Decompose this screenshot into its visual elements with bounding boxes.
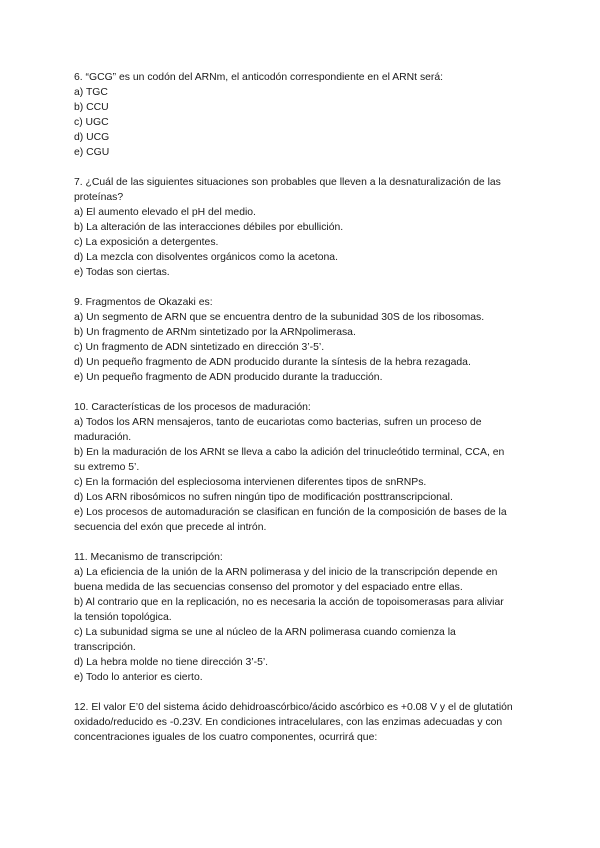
option-e: e) CGU <box>74 147 110 158</box>
option-b: b) La alteración de las interacciones débiles por ebullición. <box>74 222 344 233</box>
option-c: c) La exposición a detergentes. <box>74 237 219 248</box>
option-a: a) El aumento elevado el pH del medio. <box>74 207 256 218</box>
document-page <box>74 70 514 760</box>
option-c: c) En la formación del espleciosoma intervienen diferentes tipos de snRNPs. <box>74 477 427 488</box>
option-b: b) Al contrario que en la replicación, no es necesaria la acción de topoisomerasas para aliviar la tensión topológica. <box>74 597 504 623</box>
option-a: a) La eficiencia de la unión de la ARN polimerasa y del inicio de la transcripción depende en buena medida de las secuencias consenso del promotor y del espaciado entre ellas. <box>74 567 498 593</box>
question-stem: 12. El valor E’0 del sistema ácido dehidroascórbico/ácido ascórbico es +0.08 V y el de glutatión oxidado/reducido es -0.23V. En condiciones intracelulares, con las enzimas adecuadas y con concentraciones iguales de los cuatro componentes, ocurrirá que: <box>74 702 513 743</box>
question-stem: 10. Características de los procesos de maduración: <box>74 402 311 413</box>
question-stem: 9. Fragmentos de Okazaki es: <box>74 297 213 308</box>
question-6 <box>74 70 514 160</box>
option-c: c) Un fragmento de ADN sintetizado en dirección 3’-5’. <box>74 342 325 353</box>
option-d: d) La mezcla con disolventes orgánicos como la acetona. <box>74 252 338 263</box>
option-e: e) Todas son ciertas. <box>74 267 170 278</box>
option-e: e) Todo lo anterior es cierto. <box>74 672 203 683</box>
question-9 <box>74 295 514 385</box>
question-10 <box>74 400 514 535</box>
question-12 <box>74 700 514 745</box>
option-a: a) TGC <box>74 87 108 98</box>
question-stem: 11. Mecanismo de transcripción: <box>74 552 223 563</box>
option-a: a) Todos los ARN mensajeros, tanto de eucariotas como bacterias, sufren un proceso de maduración. <box>74 417 482 443</box>
option-d: d) Un pequeño fragmento de ADN producido durante la síntesis de la hebra rezagada. <box>74 357 471 368</box>
option-e: e) Un pequeño fragmento de ADN producido durante la traducción. <box>74 372 383 383</box>
option-a: a) Un segmento de ARN que se encuentra dentro de la subunidad 30S de los ribosomas. <box>74 312 485 323</box>
option-c: c) UGC <box>74 117 109 128</box>
option-e: e) Los procesos de automaduración se clasifican en función de la composición de bases de la secuencia del exón que precede al intrón. <box>74 507 507 533</box>
option-d: d) UCG <box>74 132 110 143</box>
question-stem: 7. ¿Cuál de las siguientes situaciones son probables que lleven a la desnaturalización de las proteínas? <box>74 177 501 203</box>
question-11 <box>74 550 514 685</box>
option-d: d) La hebra molde no tiene dirección 3’-5’. <box>74 657 269 668</box>
option-b: b) Un fragmento de ARNm sintetizado por la ARNpolimerasa. <box>74 327 356 338</box>
question-stem: 6. “GCG” es un codón del ARNm, el anticodón correspondiente en el ARNt será: <box>74 72 444 83</box>
option-c: c) La subunidad sigma se une al núcleo de la ARN polimerasa cuando comienza la transcripción. <box>74 627 456 653</box>
option-b: b) CCU <box>74 102 109 113</box>
option-b: b) En la maduración de los ARNt se lleva a cabo la adición del trinucleótido terminal, CCA, en su extremo 5’. <box>74 447 505 473</box>
question-7 <box>74 175 514 280</box>
option-d: d) Los ARN ribosómicos no sufren ningún tipo de modificación posttranscripcional. <box>74 492 453 503</box>
